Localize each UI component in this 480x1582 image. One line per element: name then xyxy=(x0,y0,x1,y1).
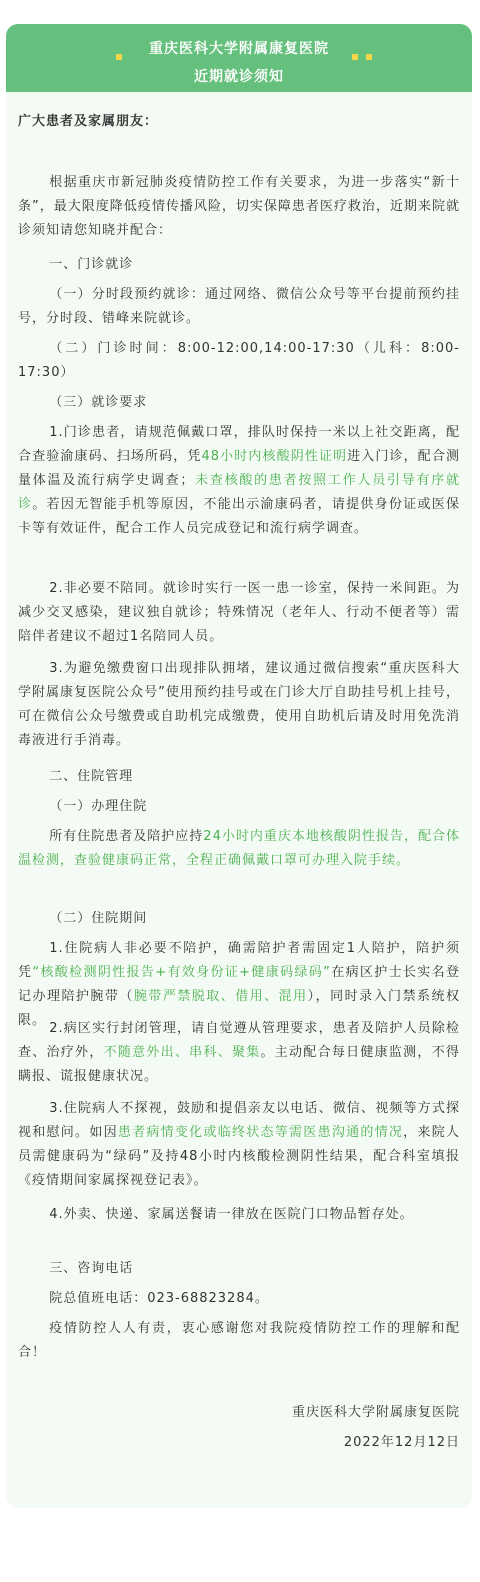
inpatient-rule-4: 4.外卖、快递、家属送餐请一律放在医院门口物品暂存处。 xyxy=(49,1207,414,1222)
section-2-title: 二、住院管理 xyxy=(49,769,134,784)
inpatient-title: （二）住院期间 xyxy=(49,911,148,926)
no-gathering-highlight: 不随意外出、串科、聚集 xyxy=(103,1045,261,1060)
admission-paragraph: 所有住院患者及陪护应持24小时内重庆本地核酸阴性报告，配合体温检测，查验健康码正常，全程正确佩戴口罩可办理入院手续。 xyxy=(18,829,460,868)
inpatient-rule-1: 1.住院病人非必要不陪护，确需陪护者需固定1人陪护，陪护须凭“核酸检测阴性报告+有效身份证+健康码绿码”在病区护士长实名登记办理陪护腕带（腕带严禁脱取、借用、混用），同时录入门禁系统权限。 xyxy=(18,941,460,1028)
section-1-title: 一、门诊就诊 xyxy=(49,257,134,272)
hospital-title: 重庆医科大学附属康复医院 xyxy=(149,41,329,57)
requirements-title: （三）就诊要求 xyxy=(49,395,148,410)
intro-paragraph: 根据重庆市新冠肺炎疫情防控工作有关要求，为进一步落实“新十条”，最大限度降低疫情传播风险，切实保障患者医疗救治，近期来院就诊须知请您知晓并配合： xyxy=(18,175,460,238)
admission-highlight: 24小时内重庆本地核酸阴性报告，配合体温检测，查验健康码正常，全程正确佩戴口罩可办理入院手续。 xyxy=(18,829,460,868)
inpatient-rule-2: 2.病区实行封闭管理，请自觉遵从管理要求，患者及陪护人员除检查、治疗外，不随意外出、串科、聚集。主动配合每日健康监测，不得瞒报、谎报健康状况。 xyxy=(18,1021,460,1084)
notice-title: 近期就诊须知 xyxy=(194,69,284,85)
signature: 重庆医科大学附属康复医院 xyxy=(291,1405,460,1420)
requirement-1: 1.门诊患者，请规范佩戴口罩，排队时保持一米以上社交距离，配合查验渝康码、扫场所码，凭48小时内核酸阴性证明进入门诊，配合测量体温及流行病学史调查；未查核酸的患者按照工作人员引导有序就诊。若因无智能手机等原因，不能出示渝康码者，请提供身份证或医保卡等有效证件，配合工作人员完成登记和流行病学调查。 xyxy=(18,425,460,536)
closing-paragraph: 疫情防控人人有责，衷心感谢您对我院疫情防控工作的理解和配合！ xyxy=(18,1321,460,1360)
duty-phone: 院总值班电话：023-68823284。 xyxy=(49,1291,269,1306)
section-3-title: 三、咨询电话 xyxy=(49,1261,134,1276)
wristband-highlight: 腕带严禁脱取、借用、混用 xyxy=(133,989,308,1004)
notice-card xyxy=(6,24,472,1508)
decor-dot-left-1 xyxy=(116,54,122,60)
requirement-3: 3.为避免缴费窗口出现排队拥堵，建议通过微信搜索“重庆医科大学附属康复医院公众号”使用预约挂号或在门诊大厅自助挂号机上挂号，可在微信公众号缴费或自助机完成缴费，使用自助机后请及时用免洗消毒液进行手消毒。 xyxy=(18,661,460,748)
nucleic-48h-highlight: 48小时内核酸阴性证明 xyxy=(201,449,348,464)
admission-title: （一）办理住院 xyxy=(49,799,148,814)
greeting: 广大患者及家属朋友： xyxy=(18,114,159,129)
decor-dot-right-2 xyxy=(366,54,372,60)
notice-header xyxy=(6,24,472,92)
escort-docs-highlight: “核酸检测阴性报告+有效身份证+健康码绿码” xyxy=(32,965,331,980)
hours-paragraph: （二）门诊时间：8:00-12:00,14:00-17:30（儿科：8:00-17:30） xyxy=(18,341,460,380)
untested-guide-highlight: 未查核酸的患者按照工作人员引导有序就诊 xyxy=(18,473,460,512)
requirement-2: 2.非必要不陪同。就诊时实行一医一患一诊室，保持一米间距。为减少交叉感染，建议独自就诊；特殊情况（老年人、行动不便者等）需陪伴者建议不超过1名陪同人员。 xyxy=(18,581,460,644)
notice-date: 2022年12月12日 xyxy=(343,1435,460,1450)
appointment-paragraph: （一）分时段预约就诊：通过网络、微信公众号等平台提前预约挂号，分时段、错峰来院就诊。 xyxy=(18,287,460,326)
communication-highlight: 患者病情变化或临终状态等需医患沟通的情况 xyxy=(117,1125,404,1140)
inpatient-rule-3: 3.住院病人不探视，鼓励和提倡亲友以电话、微信、视频等方式探视和慰问。如因患者病情变化或临终状态等需医患沟通的情况，来院人员需健康码为“绿码”及持48小时内核酸检测阴性结果，配合科室填报《疫情期间家属探视登记表》。 xyxy=(18,1101,460,1188)
decor-dot-right-1 xyxy=(352,54,358,60)
